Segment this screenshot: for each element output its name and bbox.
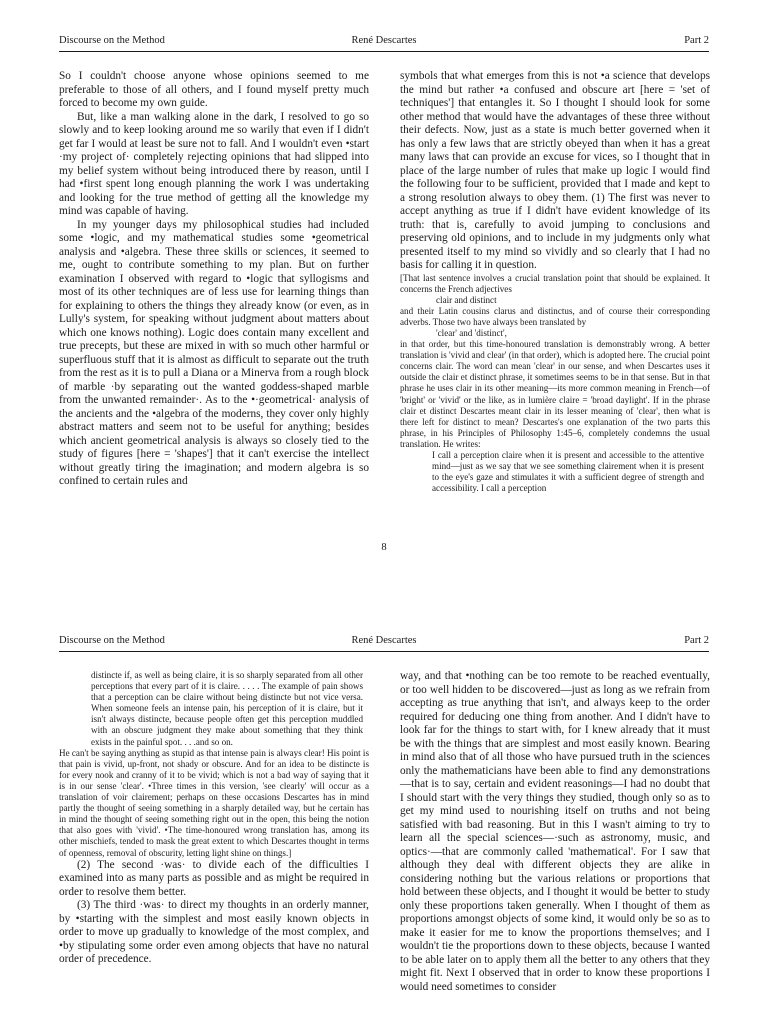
- header-book-title: Discourse on the Method: [59, 635, 165, 646]
- page-number: 8: [381, 542, 387, 553]
- right-column: [400, 670, 710, 994]
- note-paragraph: clair and distinct: [436, 294, 497, 305]
- note-paragraph: 'clear' and 'distinct',: [436, 327, 507, 338]
- page-2: [0, 600, 768, 1024]
- left-column: [59, 670, 369, 967]
- body-paragraph: way, and that •nothing can be too remote to be reached eventually, or too well hidden to be discovered—just as long as we refrain from accepting as true anything that isn't, and always keep to the order required for deducing one thing from another. And I didn't have to look far for the things to start with, for I knew already that it must be with the things that are simplest and most easily known. Bearing in mind also that of all those who have pursued truth in the sciences only the mathematicians have been able to find any demonstrations—that is to say, certain and evident reasonings—I had no doubt that I should start with the very things they studied, though only so as to get my mind used to nourishing itself on truths and not being satisfied with bad reasoning. But in this I wasn't aiming to try to learn all the special sciences—·such as astronomy, music, and optics·—that are commonly called 'mathematical'. For I saw that although they deal with different objects they are alike in considering nothing but the various relations or proportions that hold between these objects, and I thought it would be better to study only these proportions taken generally. When I thought of them as proportions amongst objects of some kind, it would only be so as to make it easier for me to know the proportions themselves; and I wouldn't tie the proportions down to these objects, because I wanted to be able later on to apply them all the better to any others that they might fit. Next I observed that in order to know these proportions I would need sometimes to consider: [400, 670, 710, 993]
- body-paragraph: So I couldn't choose anyone whose opinions seemed to me preferable to those of all others, and I found myself pretty much forced to become my own guide.: [59, 70, 369, 109]
- body-paragraph: symbols that what emerges from this is not •a science that develops the mind but rather •a confused and obscure art [here = 'set of techniques'] that entangles it. So I thought I should look for some other method that would have the advantages of these three without their defects. Now, just as a state is much better governed when it has only a few laws that are strictly obeyed than when it has a great many laws that can provide an excuse for vices, so I thought that in place of the large number of rules that make up logic I would find the following four to be sufficient, provided that I made and kept to a strong resolution always to obey them. (1) The first was never to accept anything as true if I didn't have evident knowledge of its truth: that is, carefully to avoid jumping to conclusions and preserving old opinions, and to include in my judgments only what presented itself to my mind so vividly and so clearly that I had no basis for calling it in question.: [400, 70, 710, 271]
- note-paragraph: in that order, but this time-honoured translation is demonstrably wrong. A better translation is 'vivid and clear' (in that order), which is adopted here. The crucial point concerns clair. The word can mean 'clear' in our sense, and when Descartes uses it outside the clair et distinct phrase, it sometimes seems to be in that sense. But in that phrase he uses clair in its other meaning—its more common meaning in French—of 'bright' or 'vivid' or the like, as in lumière claire = 'broad daylight'. If in the phrase clair et distinct Descartes meant clair in its lesser meaning of 'clear', then what is there left for distinct to mean? Descartes's one explanation of the two parts this phrase, in his Principles of Philosophy 1:45–6, completely condemns the usual translation. He writes:: [400, 339, 710, 449]
- body-paragraph: In my younger days my philosophical studies had included some •logic, and my mathematical studies some •geometrical analysis and •algebra. These three skills or sciences, it seemed to me, ought to contribute something to my plan. But on further examination I observed with regard to •logic that syllogisms and most of its other techniques are of less use for learning things than for explaining to others the things they already know (or even, as in Lully's system, for speaking without judgment about matters about which one knows nothing). Logic does contain many excellent and true precepts, but these are mixed in with so much other harmful or superfluous stuff that it is almost as difficult to separate out the truth from the rest as it is to pull a Diana or a Minerva from a rough block of marble ·by separating out the wanted goddess-shaped marble from the unwanted remainder·. As to the •·geometrical· analysis of the ancients and the •algebra of the moderns, they cover only highly abstract matters and seem not to be useful for anything; besides which ancient geometrical analysis is always so closely tied to the study of figures [here = 'shapes'] that it can't exercise the intellect without greatly tiring the imagination; and modern algebra is so confined to certain rules and: [59, 218, 369, 487]
- header-book-title: Discourse on the Method: [59, 35, 165, 46]
- body-paragraph: (3) The third ·was· to direct my thoughts in an orderly manner, by •starting with the simplest and most easily known objects in order to move up gradually to knowledge of the most complex, and •by stipulating some order even among objects that have no natural order of precedence.: [59, 899, 369, 966]
- note-paragraph: He can't be saying anything as stupid as that intense pain is always clear! His point is that pain is vivid, up-front, not shady or obscure. And for an idea to be distincte is for every nook and cranny of it to be vivid; which is not a bad way of saying that it is in our sense 'clear'. •Three times in this version, 'see clearly' will occur as a translation of voir clairement; perhaps on these occasions Descartes has in mind partly the thought of seeing something in a sharply detailed way, but he certain has in mind the thought of seeing something right out in the open, this being the notion that also goes with 'vivid'. •The time-honoured wrong translation has, among its other mischiefs, tended to mask the great extent to which Descartes thought in terms of openness, removal of obscurity, letting light shine on things.]: [59, 747, 369, 858]
- header-author: René Descartes: [351, 35, 417, 46]
- left-column: [59, 70, 369, 489]
- header-author: René Descartes: [351, 635, 417, 646]
- note-paragraph: distincte if, as well as being claire, it is so sharply separated from all other perceptions that every part of it is claire. . . . . The example of pain shows that a perception can be claire without being distincte but not vice versa. When someone feels an intense pain, his perception of it is claire, but it isn't always distincte, because people often get this perception muddled with an obscure judgment they make about something that they think exists in the painful spot. . . .and so on.: [91, 670, 363, 747]
- running-head: [59, 34, 709, 52]
- body-paragraph: But, like a man walking alone in the dark, I resolved to go so slowly and to keep looking around me so warily that even if I didn't get far I would at least be sure not to fall. And I wouldn't even •start ·my project of· completely rejecting opinions that had slipped into my belief system without being introduced there by reason, until I had •first spent long enough planning the work I was undertaking and looking for the true method of getting all the knowledge my mind was capable of having.: [59, 110, 369, 217]
- note-paragraph: and their Latin cousins clarus and distinctus, and of course their corresponding adverbs. Those two have always been translated by: [400, 305, 710, 327]
- right-column: [400, 70, 710, 494]
- note-paragraph: I call a perception claire when it is present and accessible to the attentive mind—just as we say that we see something clairement when it is present to the eye's gaze and stimulates it with a sufficient degree of strength and accessibility. I call a perception: [432, 450, 704, 494]
- header-part: Part 2: [684, 35, 709, 46]
- header-part: Part 2: [684, 635, 709, 646]
- body-paragraph: (2) The second ·was· to divide each of the difficulties I examined into as many parts as possible and as might be required in order to resolve them better.: [59, 858, 369, 898]
- running-head: [59, 634, 709, 652]
- note-paragraph: [That last sentence involves a crucial translation point that should be explained. It concerns the French adjectives: [400, 272, 710, 294]
